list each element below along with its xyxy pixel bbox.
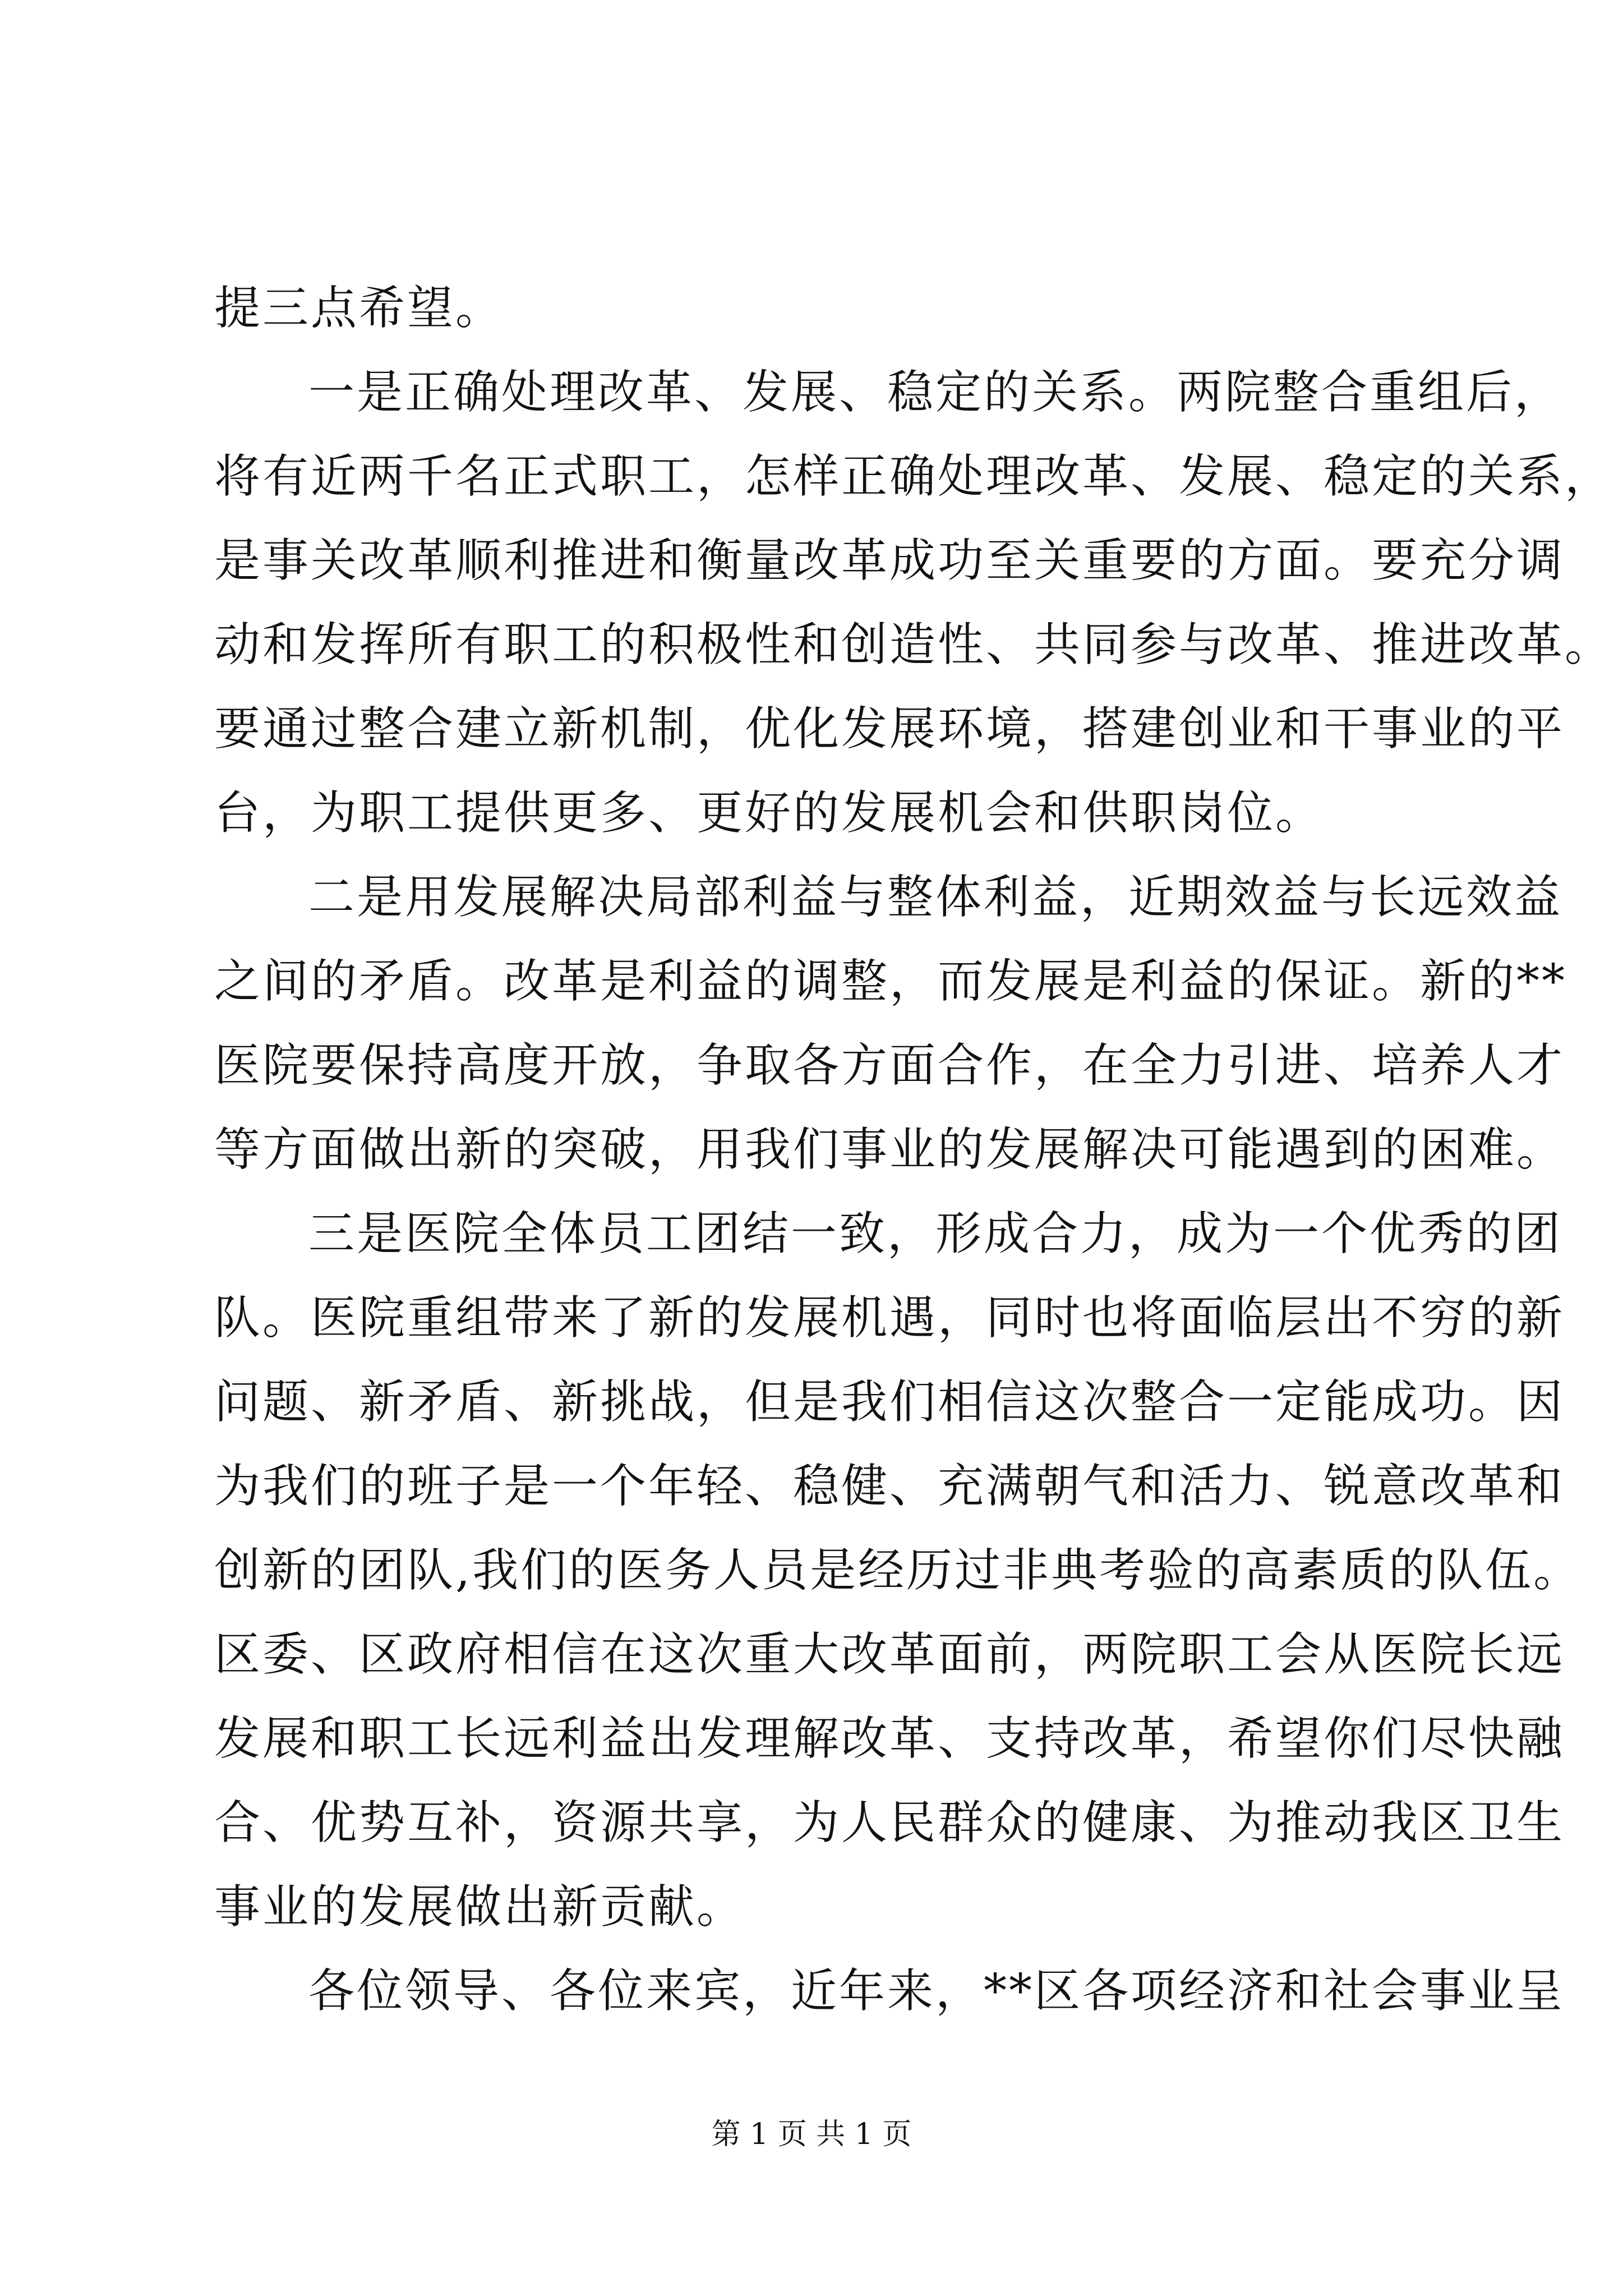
- text-line: 将有近两千名正式职工，怎样正确处理改革、发展、稳定的关系，: [214, 450, 1613, 503]
- text-line: 事业的发展做出新贡献。: [214, 1880, 745, 1934]
- text-line: 提三点希望。: [214, 282, 504, 335]
- text-line: 发展和职工长远利益出发理解改革、支持改革，希望你们尽快融: [214, 1712, 1565, 1765]
- text-line: 问题、新矛盾、新挑战，但是我们相信这次整合一定能成功。因: [214, 1375, 1565, 1429]
- text-line: 等方面做出新的突破，用我们事业的发展解决可能遇到的困难。: [214, 1123, 1565, 1176]
- text-line: 要通过整合建立新机制，优化发展环境，搭建创业和干事业的平: [214, 702, 1565, 756]
- text-line: 三是医院全体员工团结一致，形成合力，成为一个优秀的团: [308, 1207, 1563, 1260]
- text-line: 是事关改革顺利推进和衡量改革成功至关重要的方面。要充分调: [214, 534, 1565, 587]
- text-line: 各位领导、各位来宾，近年来，**区各项经济和社会事业呈: [308, 1964, 1565, 2018]
- text-line: 队。医院重组带来了新的发展机遇，同时也将面临层出不穷的新: [214, 1291, 1565, 1345]
- text-line: 为我们的班子是一个年轻、稳健、充满朝气和活力、锐意改革和: [214, 1460, 1565, 1513]
- text-line: 之间的矛盾。改革是利益的调整，而发展是利益的保证。新的**: [214, 955, 1567, 1008]
- text-line: 合、优势互补，资源共享，为人民群众的健康、为推动我区卫生: [214, 1796, 1565, 1849]
- text-line: 医院要保持高度开放，争取各方面合作，在全力引进、培养人才: [214, 1039, 1565, 1092]
- text-line: 动和发挥所有职工的积极性和创造性、共同参与改革、推进改革。: [214, 618, 1613, 671]
- document-body: [214, 266, 1613, 2033]
- text-line: 台，为职工提供更多、更好的发展机会和供职岗位。: [214, 786, 1324, 840]
- text-line: 二是用发展解决局部利益与整体利益，近期效益与长远效益: [308, 871, 1563, 924]
- text-line: 一是正确处理改革、发展、稳定的关系。两院整合重组后，: [308, 366, 1563, 419]
- text-line: 创新的团队,我们的医务人员是经历过非典考验的高素质的队伍。: [214, 1544, 1582, 1597]
- text-line: 区委、区政府相信在这次重大改革面前，两院职工会从医院长远: [214, 1628, 1565, 1681]
- page-number-footer: 第 1 页 共 1 页: [711, 2118, 912, 2151]
